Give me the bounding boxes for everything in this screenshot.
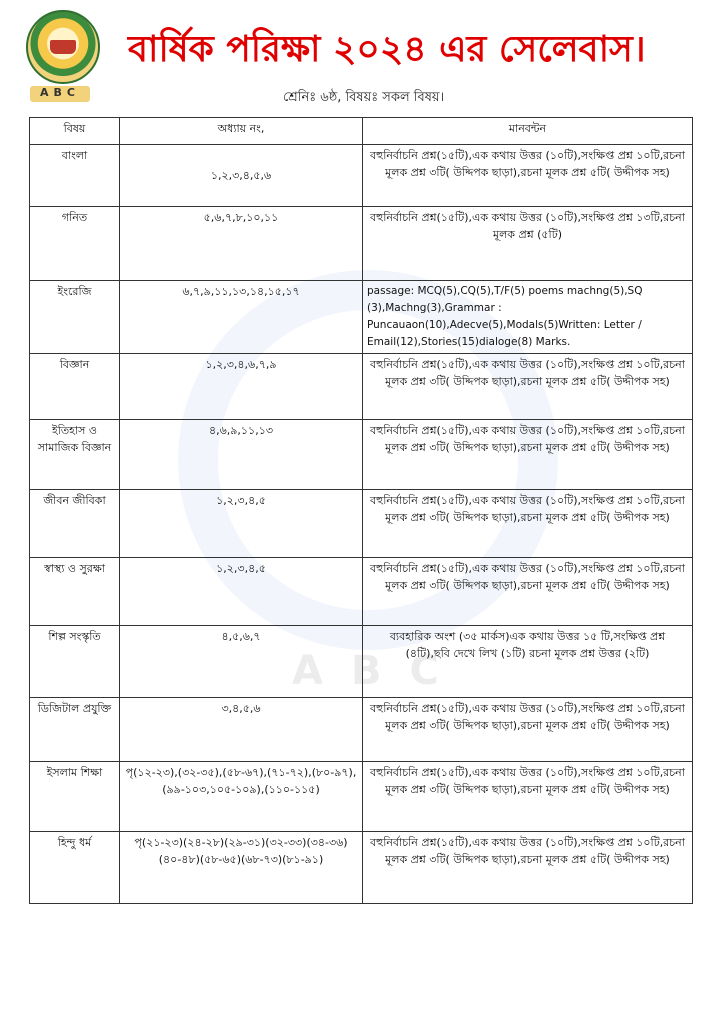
table-row	[30, 698, 693, 762]
marks-cell: ব্যবহারিক অংশ (৩৫ মার্কস)এক কথায় উত্তর ১৫ টি,সংক্ষিপ্ত প্রশ্ন (৪টি),ছবি দেখে লিখ (১টি) রচনা মূলক প্রশ্ন উত্তর (২টি)	[363, 626, 693, 698]
chapters-cell: পৃ(২১-২৩)(২৪-২৮)(২৯-৩১)(৩২-৩৩)(৩৪-৩৬)(৪০-৪৮)(৫৮-৬৫)(৬৮-৭৩)(৮১-৯১)	[120, 832, 363, 904]
header-marks: মানবন্টন	[363, 118, 693, 145]
marks-cell: বহুনির্বাচনি প্রশ্ন(১৫টি),এক কথায় উত্তর (১০টি),সংক্ষিপ্ত প্রশ্ন ১০টি,রচনা মূলক প্রশ্ন ৩টি( উদ্দিপক ছাড়া),রচনা মূলক প্রশ্ন ৫টি( উদ্দীপক সহ)	[363, 420, 693, 490]
table-header-row	[30, 118, 693, 145]
chapters-cell: পৃ(১২-২৩),(৩২-৩৫),(৫৮-৬৭),(৭১-৭২),(৮০-৯৭),(৯৯-১০৩,১০৫-১০৯),(১১০-১১৫)	[120, 762, 363, 832]
subject-cell: বিজ্ঞান	[30, 354, 120, 420]
table-row	[30, 354, 693, 420]
book-icon	[50, 40, 76, 54]
page-title: বার্ষিক পরিক্ষা ২০২৪ এর সেলেবাস।	[128, 29, 646, 70]
subject-cell: ইংরেজি	[30, 281, 120, 354]
subject-cell: স্বাস্থ্য ও সুরক্ষা	[30, 558, 120, 626]
header	[0, 0, 720, 110]
subject-cell: হিন্দু ধর্ম	[30, 832, 120, 904]
subject-cell: বাংলা	[30, 145, 120, 207]
chapters-cell: ১,২,৩,৪,৫	[120, 490, 363, 558]
chapters-cell: ৬,৭,৯,১১,১৩,১৪,১৫,১৭	[120, 281, 363, 354]
marks-cell: বহুনির্বাচনি প্রশ্ন(১৫টি),এক কথায় উত্তর (১০টি),সংক্ষিপ্ত প্রশ্ন ১০টি,রচনা মূলক প্রশ্ন ৩টি( উদ্দিপক ছাড়া),রচনা মূলক প্রশ্ন ৫টি( উদ্দীপক সহ)	[363, 490, 693, 558]
table-row	[30, 145, 693, 207]
marks-cell: passage: MCQ(5),CQ(5),T/F(5) poems machng(5),SQ (3),Machng(3),Grammar : Puncauaon(10),Adecve(5),Modals(5)Written: Letter / Email(12),Stories(15)dialoge(8) Marks.	[363, 281, 693, 354]
marks-cell: বহুনির্বাচনি প্রশ্ন(১৫টি),এক কথায় উত্তর (১০টি),সংক্ষিপ্ত প্রশ্ন ১০টি,রচনা মূলক প্রশ্ন ৩টি( উদ্দিপক ছাড়া),রচনা মূলক প্রশ্ন ৫টি( উদ্দীপক সহ)	[363, 698, 693, 762]
chapters-cell: ৪,৫,৬,৭	[120, 626, 363, 698]
subject-cell: গনিত	[30, 207, 120, 281]
marks-cell: বহুনির্বাচনি প্রশ্ন(১৫টি),এক কথায় উত্তর (১০টি),সংক্ষিপ্ত প্রশ্ন ১০টি,রচনা মূলক প্রশ্ন ৩টি( উদ্দিপক ছাড়া),রচনা মূলক প্রশ্ন ৫টি( উদ্দীপক সহ)	[363, 762, 693, 832]
table-row	[30, 281, 693, 354]
table-row	[30, 558, 693, 626]
table-row	[30, 420, 693, 490]
table-row	[30, 762, 693, 832]
table-row	[30, 626, 693, 698]
subject-cell: ইসলাম শিক্ষা	[30, 762, 120, 832]
chapters-cell: ১,২,৩,৪,৫	[120, 558, 363, 626]
watermark-abc-icon: ABC	[292, 648, 467, 694]
logo-abc-label: ABC	[30, 86, 90, 102]
chapters-cell: ১,২,৩,৪,৫,৬	[120, 145, 363, 207]
chapters-cell: ১,২,৩,৪,৬,৭,৯	[120, 354, 363, 420]
subject-cell: জীবন জীবিকা	[30, 490, 120, 558]
table-row	[30, 832, 693, 904]
chapters-cell: ৫,৬,৭,৮,১০,১১	[120, 207, 363, 281]
chapters-cell: ৩,৪,৫,৬	[120, 698, 363, 762]
marks-cell: বহুনির্বাচনি প্রশ্ন(১৫টি),এক কথায় উত্তর (১০টি),সংক্ষিপ্ত প্রশ্ন ১০টি,রচনা মূলক প্রশ্ন ৩টি( উদ্দিপক ছাড়া),রচনা মূলক প্রশ্ন ৫টি( উদ্দীপক সহ)	[363, 145, 693, 207]
school-logo-icon	[26, 10, 100, 84]
chapters-cell: ৪,৬,৯,১১,১৩	[120, 420, 363, 490]
table-row	[30, 207, 693, 281]
syllabus-table	[29, 117, 693, 904]
page-subtitle: শ্রেনিঃ ৬ষ্ঠ, বিষয়ঃ সকল বিষয়।	[283, 90, 445, 105]
subject-cell: ডিজিটাল প্রযুক্তি	[30, 698, 120, 762]
marks-cell: বহুনির্বাচনি প্রশ্ন(১৫টি),এক কথায় উত্তর (১০টি),সংক্ষিপ্ত প্রশ্ন ১৩টি,রচনা মূলক প্রশ্ন (৫টি)	[363, 207, 693, 281]
subject-cell: ইতিহাস ও সামাজিক বিজ্ঞান	[30, 420, 120, 490]
marks-cell: বহুনির্বাচনি প্রশ্ন(১৫টি),এক কথায় উত্তর (১০টি),সংক্ষিপ্ত প্রশ্ন ১০টি,রচনা মূলক প্রশ্ন ৩টি( উদ্দিপক ছাড়া),রচনা মূলক প্রশ্ন ৫টি( উদ্দীপক সহ)	[363, 832, 693, 904]
header-chapters: অধ্যায় নং,	[120, 118, 363, 145]
table-row	[30, 490, 693, 558]
subject-cell: শিল্প সংস্কৃতি	[30, 626, 120, 698]
header-subject: বিষয়	[30, 118, 120, 145]
marks-cell: বহুনির্বাচনি প্রশ্ন(১৫টি),এক কথায় উত্তর (১০টি),সংক্ষিপ্ত প্রশ্ন ১০টি,রচনা মূলক প্রশ্ন ৩টি( উদ্দিপক ছাড়া),রচনা মূলক প্রশ্ন ৫টি( উদ্দীপক সহ)	[363, 354, 693, 420]
marks-cell: বহুনির্বাচনি প্রশ্ন(১৫টি),এক কথায় উত্তর (১০টি),সংক্ষিপ্ত প্রশ্ন ১০টি,রচনা মূলক প্রশ্ন ৩টি( উদ্দিপক ছাড়া),রচনা মূলক প্রশ্ন ৫টি( উদ্দীপক সহ)	[363, 558, 693, 626]
